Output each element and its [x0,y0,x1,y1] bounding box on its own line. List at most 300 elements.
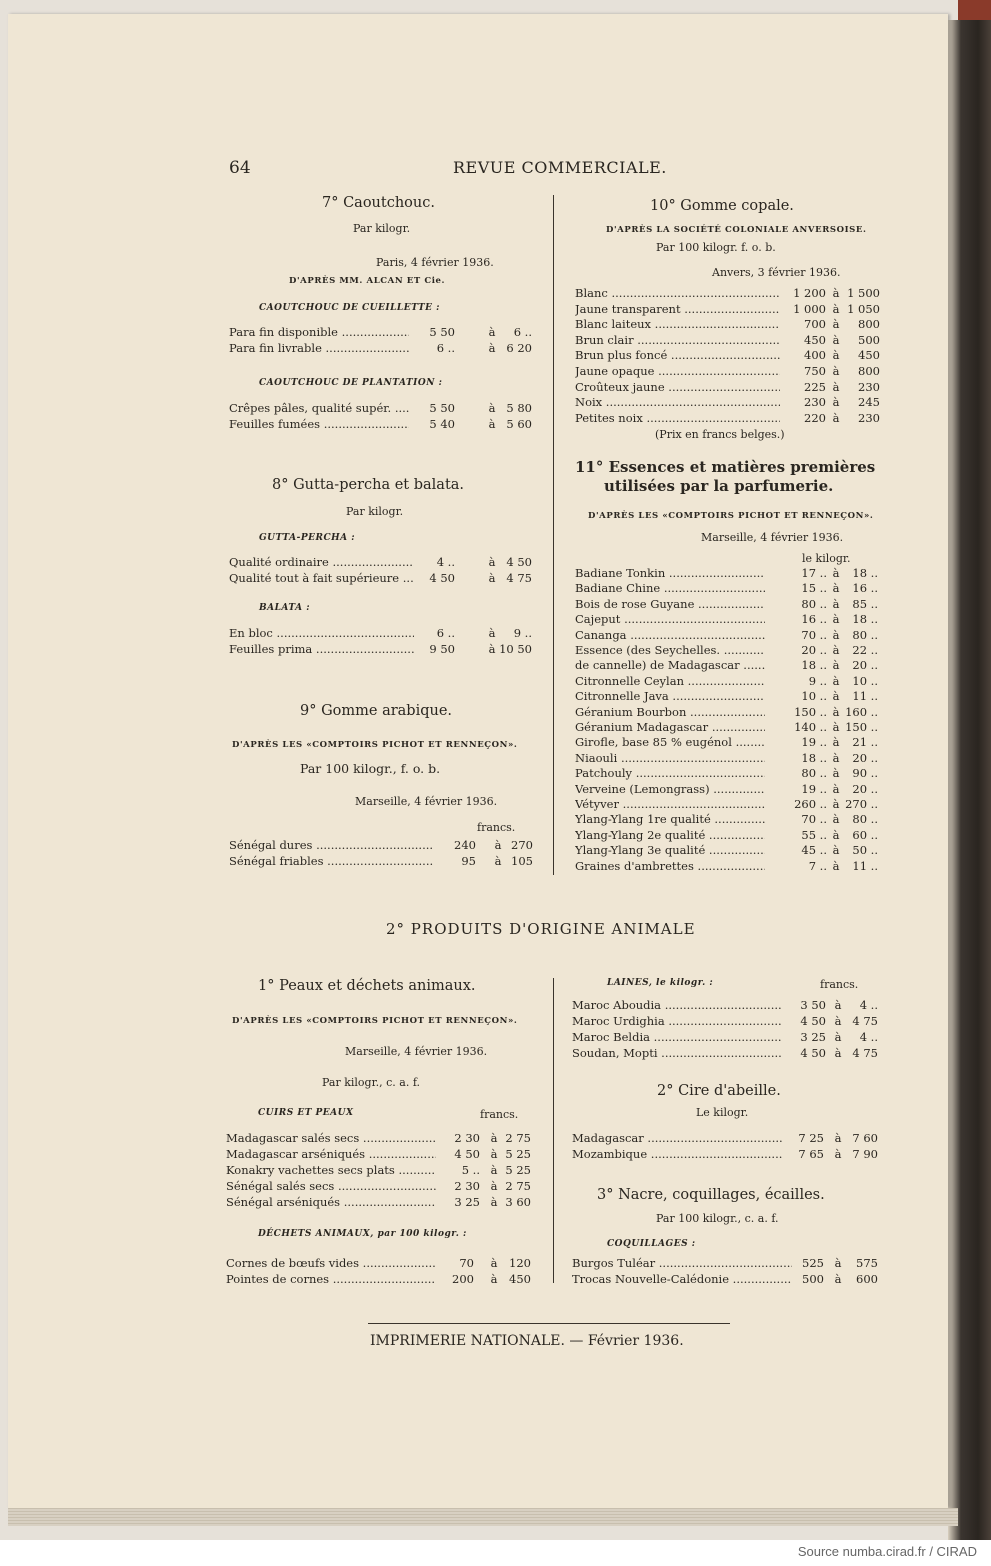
range-separator: à [834,1131,842,1145]
price-max: 500 [858,332,880,347]
price-min: 525 [802,1256,824,1270]
range-separator: à [832,766,840,781]
price-min: 18 .. [801,658,827,673]
table-row [575,674,765,688]
table-row [226,1256,436,1270]
essences-unit: le kilogr. [802,552,851,565]
row-label: Brun clair ..... [575,333,780,347]
range-separator: à [832,301,840,316]
range-separator: à [832,689,840,704]
table-row [575,411,780,425]
row-label: Petites noix ..... [575,411,780,425]
row-label: Madagascar salés secs ..... [226,1131,436,1145]
row-label: Géranium Bourbon ..... [575,705,765,719]
range-separator: à [832,581,840,596]
row-label: Crêpes pâles, qualité supér. ..... [229,401,409,415]
range-separator: à [832,286,840,300]
table-row [575,812,765,826]
row-label: Cananga ..... [575,628,765,642]
price-min: 260 .. [794,797,827,811]
price-max: 450 [858,348,880,363]
table-row [226,1131,436,1145]
caoutchouc-source: D'APRÈS MM. ALCAN ET Cie. [289,276,446,286]
range-separator: à [494,838,502,852]
row-label: Burgos Tuléar ..... [572,1256,792,1270]
caoutchouc-unit: Par kilogr. [353,222,411,235]
range-separator: à [832,750,840,765]
price-max: 11 .. [852,689,878,704]
range-separator: à [488,401,496,415]
table-row [226,1179,436,1193]
price-max: 6 .. [513,325,532,339]
gomme-copale-title: 10° Gomme copale. [650,198,794,214]
essences-date: Marseille, 4 février 1936. [701,531,844,544]
range-separator: à [832,797,840,811]
price-min: 15 .. [801,581,827,596]
page-edge-shadow [948,20,991,1540]
page-stack [8,1508,958,1526]
price-max: 150 .. [845,720,878,734]
table-row [575,658,765,672]
range-separator: à [834,1147,842,1161]
row-label: Ylang-Ylang 2e qualité ..... [575,828,765,842]
range-separator: à [832,720,840,734]
price-min: 500 [802,1272,824,1286]
price-max: 270 [511,838,533,852]
row-label: Noix ..... [575,395,780,409]
range-separator: à [494,854,502,868]
source-credit: Source numba.cirad.fr / CIRAD [797,1544,977,1559]
table-row [575,720,765,734]
row-label: Para fin disponible ..... [229,325,409,339]
price-max: 7 60 [852,1131,878,1145]
price-max: 16 .. [852,581,878,596]
table-row [575,348,780,362]
running-title: REVUE COMMERCIALE. [453,158,667,177]
range-separator: à [834,1046,842,1060]
range-separator: à [832,332,840,347]
table-row [575,859,765,873]
row-label: Sénégal friables ..... [229,854,434,868]
price-min: 55 .. [801,827,827,842]
range-separator: à [832,612,840,627]
table-row [226,1195,436,1209]
price-min: 70 .. [801,812,827,827]
table-row [575,751,765,765]
price-max: 4 .. [859,1030,878,1044]
row-label: Girofle, base 85 % eugénol ..... [575,735,765,749]
range-separator: à [832,735,840,750]
row-label: Citronnelle Ceylan ..... [575,674,765,688]
row-label: Graines d'ambrettes ..... [575,859,765,873]
cueillette-heading: CAOUTCHOUC DE CUEILLETTE : [259,303,440,313]
table-row [572,1014,782,1028]
row-label: Maroc Urdighia ..... [572,1014,782,1028]
range-separator: à [490,1147,498,1161]
table-row [575,828,765,842]
range-separator: à [488,555,496,569]
price-max: 800 [858,317,880,332]
table-row [575,797,765,811]
balata-heading: BALATA : [259,603,311,613]
price-max: 20 .. [852,781,878,796]
table-row [575,597,765,611]
range-separator: à [834,1014,842,1028]
range-separator: à [490,1163,498,1177]
table-row [572,1131,782,1145]
row-label: Mozambique ..... [572,1147,782,1161]
price-min: 5 50 [429,401,455,415]
price-min: 4 50 [800,1014,826,1028]
price-max: 6 20 [506,341,532,355]
range-separator: à [832,317,840,332]
row-label: Jaune opaque ..... [575,364,780,378]
table-row [575,843,765,857]
range-separator: à [832,812,840,827]
laines-currency: francs. [820,978,859,991]
price-min: 6 .. [436,626,455,640]
row-label: Ylang-Ylang 1re qualité ..... [575,812,765,826]
table-row [226,1147,436,1161]
price-min: 3 25 [454,1195,480,1209]
price-max: 50 .. [852,843,878,858]
table-row [572,998,782,1012]
price-max: 7 90 [852,1147,878,1161]
footer-rule [368,1323,730,1324]
gomme-arabique-title: 9° Gomme arabique. [300,703,453,719]
price-max: 5 80 [506,401,532,415]
cuirs-currency: francs. [480,1108,519,1121]
price-max: 3 60 [505,1195,531,1209]
table-row [575,628,765,642]
price-max: 800 [858,364,880,378]
price-min: 4 .. [436,555,455,569]
table-row [575,766,765,780]
price-max: 120 [509,1256,531,1270]
price-max: 18 .. [852,612,878,627]
row-label: de cannelle) de Madagascar ..... [575,658,765,672]
price-min: 80 .. [801,596,827,611]
price-max: 90 .. [852,766,878,781]
gomme-copale-note: (Prix en francs belges.) [655,428,785,441]
range-separator: à [832,395,840,410]
table-row [229,854,434,868]
row-label: Géranium Madagascar ..... [575,720,765,734]
range-separator: à [832,858,840,873]
row-label: Cajeput ..... [575,612,765,626]
range-separator: à [490,1179,498,1193]
price-max: 230 [858,410,880,425]
table-row [575,581,765,595]
table-row [226,1163,436,1177]
table-row [575,364,780,378]
price-max: 20 .. [852,750,878,765]
peaux-title: 1° Peaux et déchets animaux. [258,978,476,994]
nacre-unit: Par 100 kilogr., c. a. f. [656,1212,779,1225]
row-label: Badiane Tonkin ..... [575,566,765,580]
table-row [575,782,765,796]
row-label: Brun plus foncé ..... [575,348,780,362]
row-label: Jaune transparent ..... [575,302,780,316]
table-row [226,1272,436,1286]
price-min: 230 [804,395,826,410]
price-min: 10 .. [801,689,827,704]
price-min: 80 .. [801,766,827,781]
price-min: 95 [461,854,476,868]
column-divider-bottom [553,978,554,1283]
row-label: Soudan, Mopti ..... [572,1046,782,1060]
table-row [229,325,409,339]
row-label: Qualité tout à fait supérieure ..... [229,571,414,585]
table-row [229,341,409,355]
gomme-arabique-source: D'APRÈS LES «COMPTOIRS PICHOT ET RENNEÇON». [232,740,518,750]
table-row [575,317,780,331]
range-separator: à [490,1256,498,1270]
price-max: 2 75 [505,1179,531,1193]
row-label: Cornes de bœufs vides ..... [226,1256,436,1270]
row-label: Sénégal dures ..... [229,838,434,852]
price-max: 450 [509,1272,531,1286]
range-separator: à [832,410,840,425]
essences-source: D'APRÈS LES «COMPTOIRS PICHOT ET RENNEÇON». [588,511,874,521]
price-min: 220 [804,410,826,425]
page-number: 64 [229,158,251,178]
cuirs-heading: CUIRS ET PEAUX [258,1108,354,1118]
range-separator: à [488,417,496,431]
row-label: Ylang-Ylang 3e qualité ..... [575,843,765,857]
price-max: 4 75 [852,1046,878,1060]
row-label: Qualité ordinaire ..... [229,555,414,569]
price-max: 5 60 [506,417,532,431]
row-label: Vétyver ..... [575,797,765,811]
price-max: 4 75 [506,571,532,585]
row-label: En bloc ..... [229,626,414,640]
price-min: 3 25 [800,1030,826,1044]
gomme-copale-date: Anvers, 3 février 1936. [712,266,841,279]
table-row [575,566,765,580]
price-min: 240 [454,838,476,852]
price-max: 10 50 [499,642,532,656]
range-separator: à [832,827,840,842]
table-row [575,689,765,703]
price-min: 4 50 [429,571,455,585]
price-min: 70 [459,1256,474,1270]
price-min: 20 .. [801,643,827,657]
price-max: 80 .. [852,627,878,642]
price-max: 11 .. [852,858,878,873]
row-label: Sénégal salés secs ..... [226,1179,436,1193]
range-separator: à [490,1195,498,1209]
price-max: 22 .. [852,643,878,657]
row-label: Maroc Aboudia ..... [572,998,782,1012]
price-min: 7 65 [798,1147,824,1161]
price-min: 5 40 [429,417,455,431]
essences-title-line2: utilisées par la parfumerie. [604,477,834,495]
price-min: 45 .. [801,843,827,858]
gomme-copale-unit: Par 100 kilogr. f. o. b. [656,241,776,254]
range-separator: à [832,673,840,688]
range-separator: à [488,626,496,640]
price-min: 19 .. [801,781,827,796]
price-max: 5 25 [505,1163,531,1177]
table-row [575,380,780,394]
price-min: 4 50 [800,1046,826,1060]
row-label: Maroc Beldia ..... [572,1030,782,1044]
range-separator: à [834,1256,842,1270]
row-label: Bois de rose Guyane ..... [575,597,765,611]
price-min: 9 50 [429,642,455,656]
price-min: 750 [804,364,826,378]
price-min: 450 [804,332,826,347]
dechets-heading: DÉCHETS ANIMAUX, par 100 kilogr. : [258,1229,467,1239]
price-min: 7 .. [808,858,827,873]
range-separator: à [832,658,840,673]
table-row [575,333,780,347]
row-label: Pointes de cornes ..... [226,1272,436,1286]
peaux-source: D'APRÈS LES «COMPTOIRS PICHOT ET RENNEÇON». [232,1016,518,1026]
price-max: 1 050 [847,301,880,316]
price-min: 225 [804,379,826,394]
price-max: 230 [858,379,880,394]
cire-unit: Le kilogr. [696,1106,749,1119]
table-row [229,642,414,656]
row-label: Madagascar arséniqués ..... [226,1147,436,1161]
gomme-arabique-currency: francs. [477,821,516,834]
table-row [229,626,414,640]
table-row [575,286,780,300]
price-min: 700 [804,317,826,332]
range-separator: à [488,571,496,585]
table-row [575,643,765,657]
row-label: Para fin livrable ..... [229,341,409,355]
table-row [575,395,780,409]
row-label: Essence (des Seychelles. ..... [575,643,765,657]
row-label: Konakry vachettes secs plats ..... [226,1163,436,1177]
plantation-heading: CAOUTCHOUC DE PLANTATION : [259,378,443,388]
price-max: 20 .. [852,658,878,673]
price-max: 85 .. [852,596,878,611]
price-min: 140 .. [794,720,827,734]
range-separator: à [832,627,840,642]
price-min: 1 200 [793,286,826,300]
row-label: Sénégal arséniqués ..... [226,1195,436,1209]
price-max: 1 500 [847,286,880,300]
row-label: Madagascar ..... [572,1131,782,1145]
row-label: Niaouli ..... [575,751,765,765]
table-row [575,612,765,626]
range-separator: à [490,1272,498,1286]
price-min: 150 .. [794,704,827,719]
range-separator: à [834,1272,842,1286]
price-max: 5 25 [505,1147,531,1161]
price-min: 5 50 [429,325,455,339]
table-row [572,1046,782,1060]
price-min: 7 25 [798,1131,824,1145]
price-min: 2 30 [454,1131,480,1145]
price-min: 70 .. [801,627,827,642]
table-row [229,401,409,415]
table-row [575,735,765,749]
range-separator: à [832,348,840,363]
range-separator: à [832,379,840,394]
price-max: 575 [856,1256,878,1270]
row-label: Feuilles prima ..... [229,642,414,656]
price-max: 2 75 [505,1131,531,1145]
price-min: 19 .. [801,735,827,750]
price-min: 18 .. [801,750,827,765]
essences-title-line1: 11° Essences et matières premières [575,458,876,476]
row-label: Feuilles fumées ..... [229,417,409,431]
price-min: 6 .. [436,341,455,355]
price-min: 2 30 [454,1179,480,1193]
price-min: 5 .. [461,1163,480,1177]
table-row [575,705,765,719]
price-max: 60 .. [852,827,878,842]
price-max: 600 [856,1272,878,1286]
range-separator: à [832,643,840,657]
imprint: IMPRIMERIE NATIONALE. — Février 1936. [370,1333,684,1349]
table-row [572,1256,792,1270]
range-separator: à [832,843,840,858]
range-separator: à [488,325,496,339]
animal-products-heading: 2° PRODUITS D'ORIGINE ANIMALE [386,920,696,938]
range-separator: à [834,1030,842,1044]
price-max: 80 .. [852,812,878,827]
gomme-copale-source: D'APRÈS LA SOCIÉTÉ COLONIALE ANVERSOISE. [606,225,867,235]
range-separator: à [832,596,840,611]
table-row [572,1272,792,1286]
gomme-arabique-date: Marseille, 4 février 1936. [355,795,498,808]
table-row [229,571,414,585]
range-separator: à [488,341,496,355]
table-row [575,302,780,316]
price-max: 4 75 [852,1014,878,1028]
price-max: 270 .. [845,797,878,811]
table-row [572,1030,782,1044]
range-separator: à [832,781,840,796]
gutta-title: 8° Gutta-percha et balata. [272,477,465,493]
price-max: 4 50 [506,555,532,569]
range-separator: à [488,642,496,656]
price-max: 9 .. [513,626,532,640]
price-min: 200 [452,1272,474,1286]
peaux-date: Marseille, 4 février 1936. [345,1045,488,1058]
coquillages-heading: COQUILLAGES : [607,1239,696,1249]
price-max: 4 .. [859,998,878,1012]
table-row [572,1147,782,1161]
price-max: 21 .. [852,735,878,750]
price-min: 16 .. [801,612,827,627]
caoutchouc-title: 7° Caoutchouc. [322,195,435,211]
gutta-heading: GUTTA-PERCHA : [259,533,356,543]
price-min: 17 .. [801,566,827,580]
price-max: 105 [511,854,533,868]
row-label: Croûteux jaune ..... [575,380,780,394]
row-label: Blanc laiteux ..... [575,317,780,331]
row-label: Badiane Chine ..... [575,581,765,595]
gutta-unit: Par kilogr. [346,505,404,518]
row-label: Trocas Nouvelle-Calédonie ..... [572,1272,792,1286]
row-label: Blanc ..... [575,286,780,300]
nacre-title: 3° Nacre, coquillages, écailles. [597,1187,825,1203]
range-separator: à [834,998,842,1012]
range-separator: à [490,1131,498,1145]
price-min: 400 [804,348,826,363]
price-max: 10 .. [852,673,878,688]
table-row [229,417,409,431]
price-min: 4 50 [454,1147,480,1161]
laines-heading: LAINES, le kilogr. : [607,978,714,988]
